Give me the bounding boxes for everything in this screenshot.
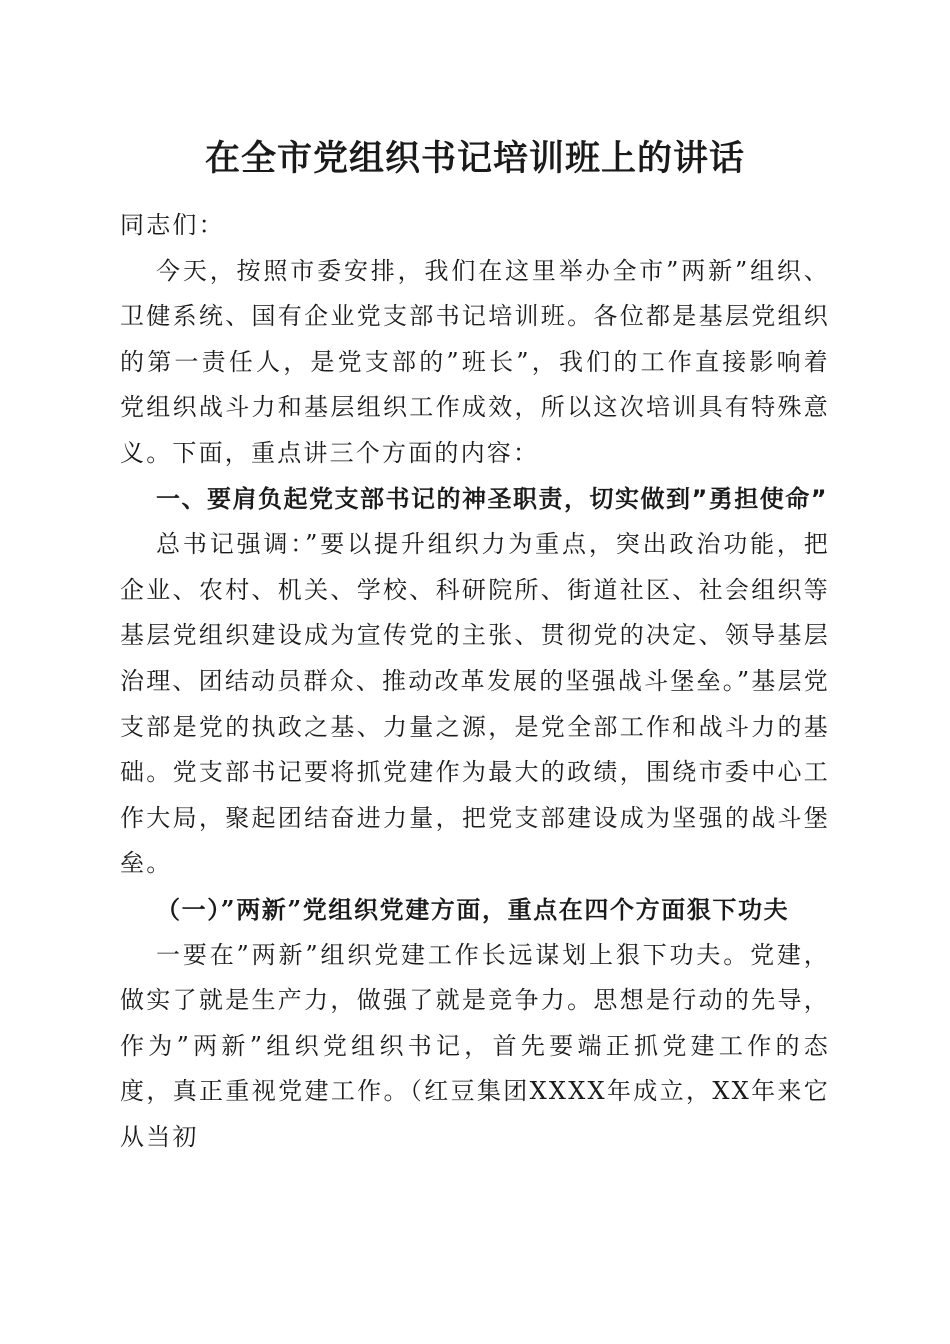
- document-body: [120, 203, 830, 1160]
- intro-paragraph: 今天，按照市委安排，我们在这里举办全市”两新”组织、卫健系统、国有企业党支部书记培训班。各位都是基层党组织的第一责任人，是党支部的”班长”，我们的工作直接影响着党组织战斗力和基层组织工作成效，所以这次培训具有特殊意义。下面，重点讲三个方面的内容：: [120, 256, 830, 467]
- subsection-heading: （一）”两新”党组织党建方面，重点在四个方面狠下功夫: [156, 894, 790, 924]
- document-title: 在全市党组织书记培训班上的讲话: [204, 138, 745, 179]
- salutation: 同志们：: [120, 211, 225, 239]
- section-heading: 一、要肩负起党支部书记的神圣职责，切实做到”勇担使命”: [156, 484, 829, 513]
- subsection-paragraph: 一要在”两新”组织党建工作长远谋划上狠下功夫。党建，做实了就是生产力，做强了就是竞争力。思想是行动的先导，作为”两新”组织党组织书记，首先要端正抓党建工作的态度，真正重视党建工作。（红豆集团XXXX年成立，XX年来它从当初: [120, 940, 830, 1151]
- section-paragraph: 总书记强调：”要以提升组织力为重点，突出政治功能，把企业、农村、机关、学校、科研院所、街道社区、社会组织等基层党组织建设成为宣传党的主张、贯彻党的决定、领导基层治理、团结动员群众、推动改革发展的坚强战斗堡垒。”基层党支部是党的执政之基、力量之源，是党全部工作和战斗力的基础。党支部书记要将抓党建作为最大的政绩，围绕市委中心工作大局，聚起团结奋进力量，把党支部建设成为坚强的战斗堡垒。: [120, 530, 830, 878]
